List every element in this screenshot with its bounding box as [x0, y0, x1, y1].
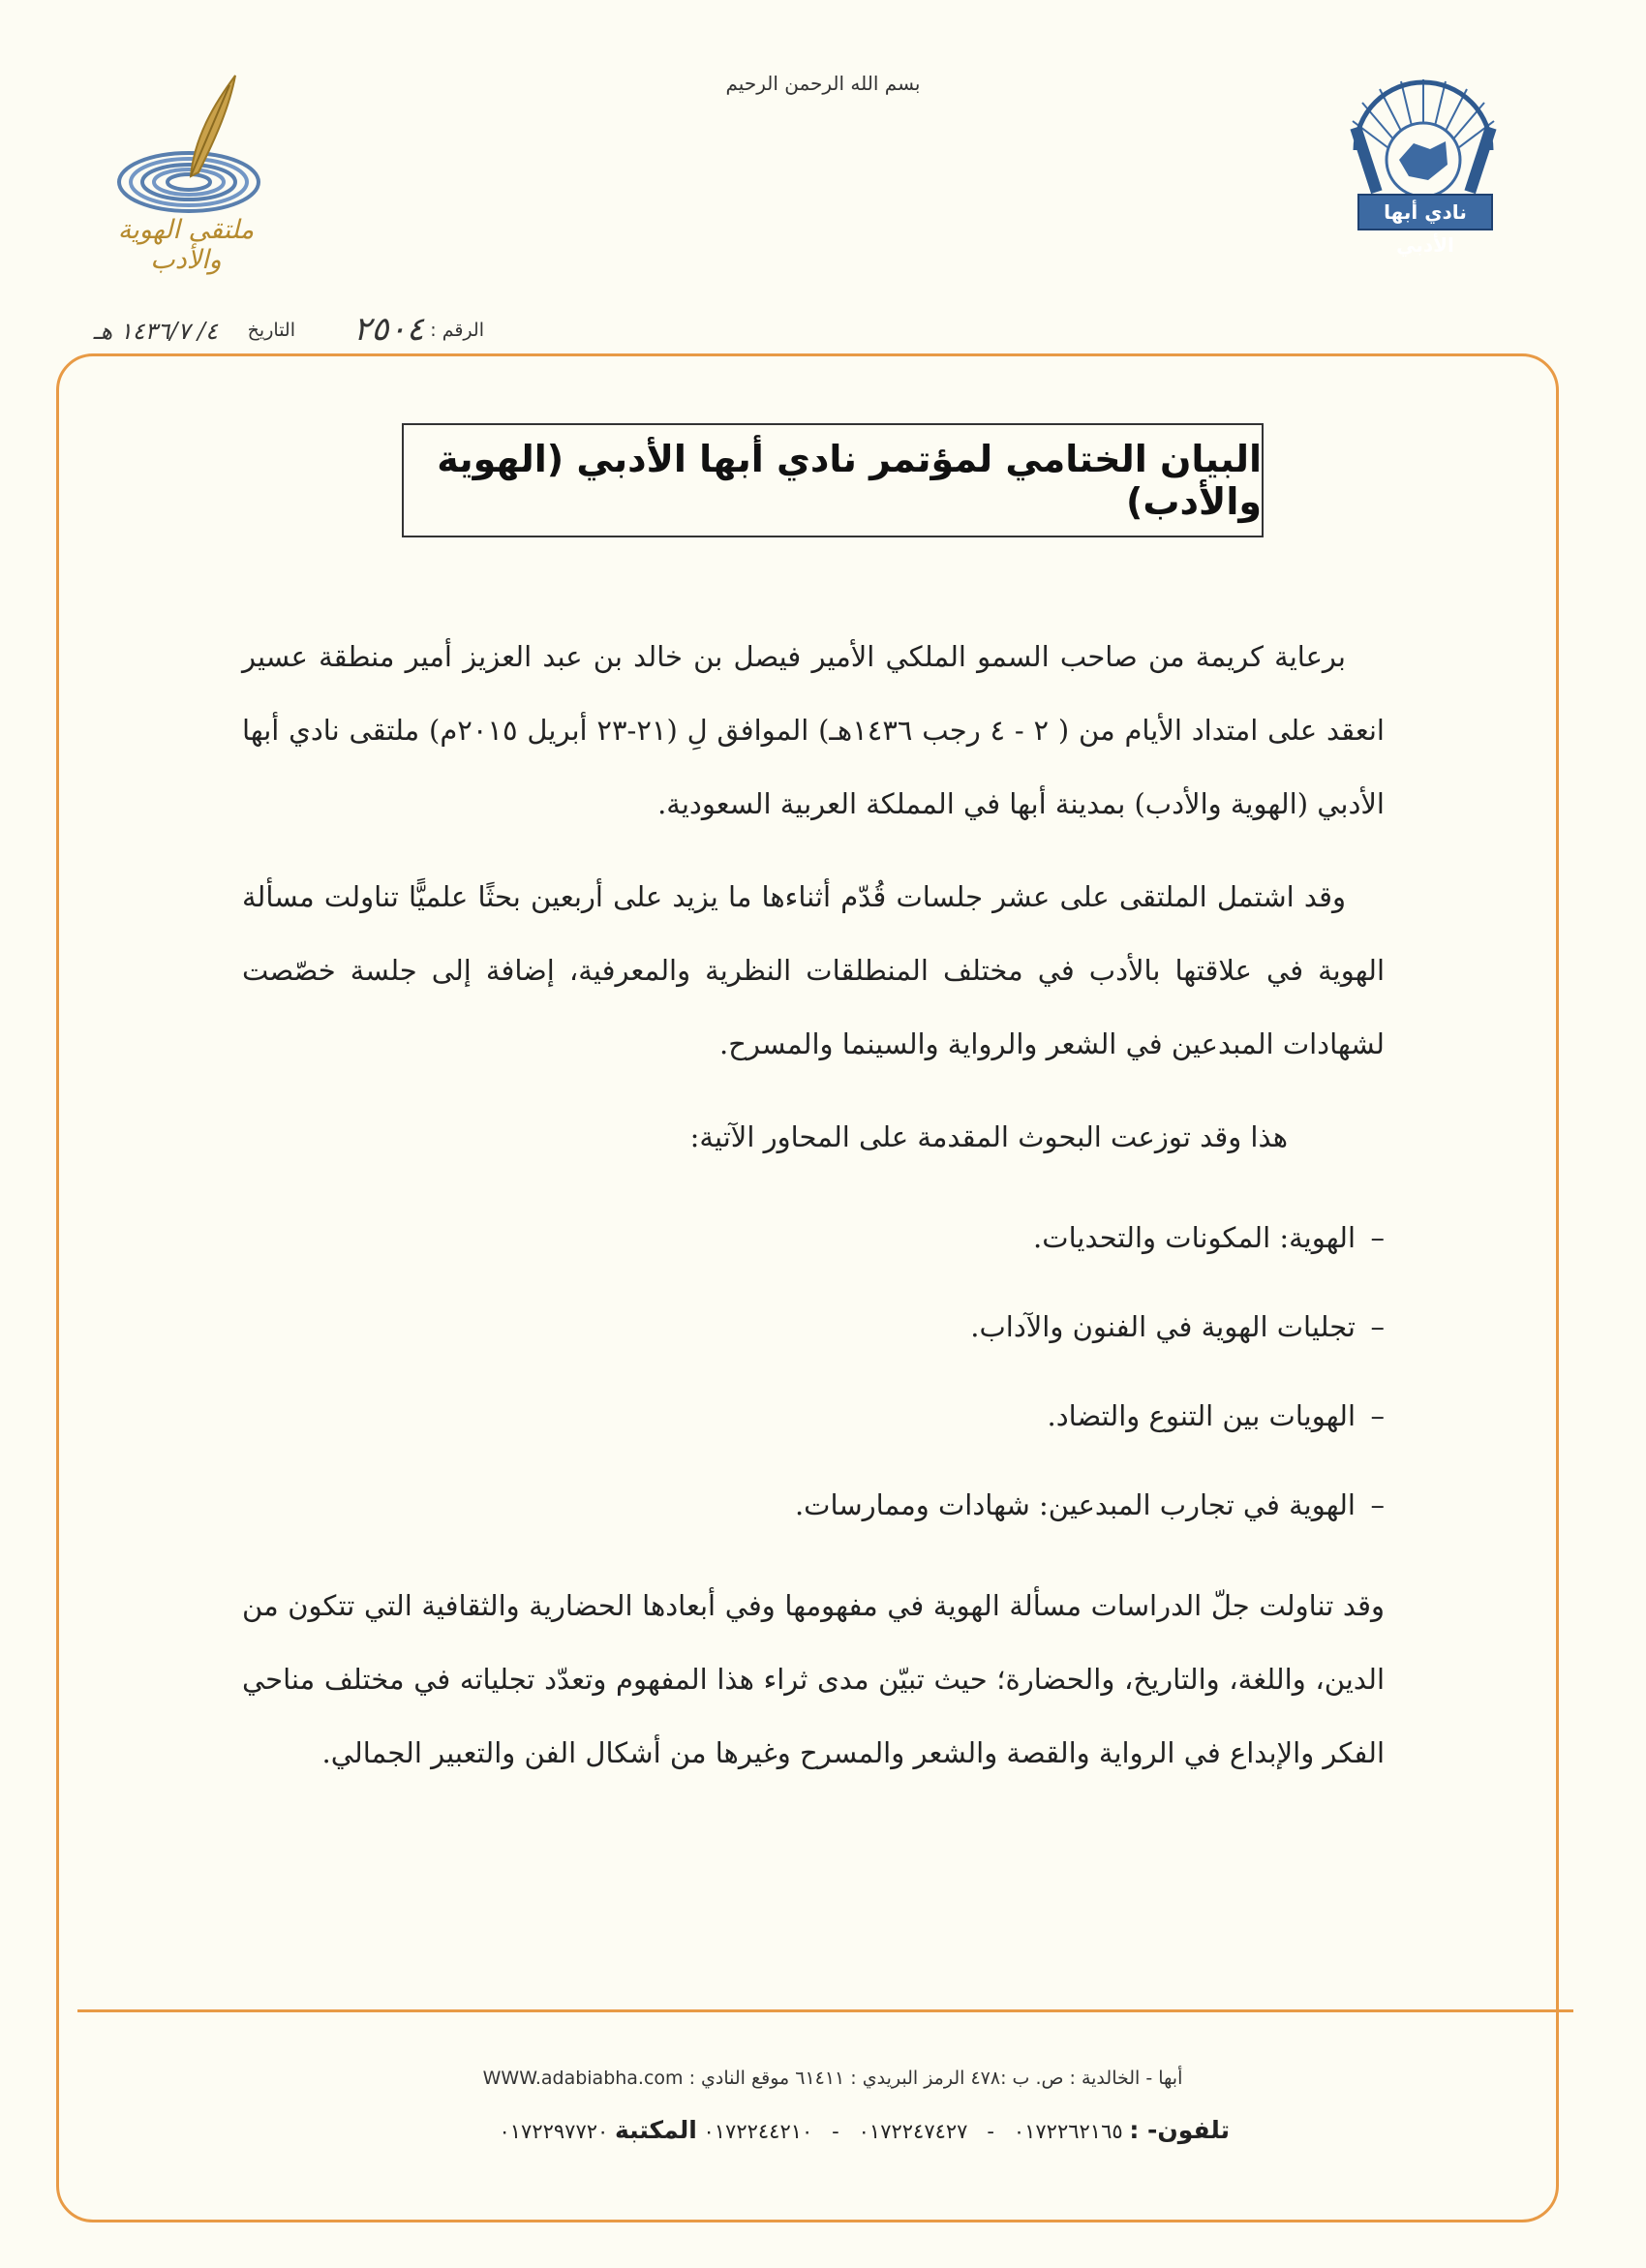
phone-number: ٠١٧٢٢٤٧٤٢٧ — [858, 2120, 968, 2143]
list-item: – الهوية: المكونات والتحديات. — [242, 1193, 1385, 1282]
date-value: ٤/ ١٤٣٦/٧ هـ — [93, 318, 218, 345]
list-item: – تجليات الهوية في الفنون والآداب. — [242, 1282, 1385, 1371]
paragraph-sessions: وقد اشتمل الملتقى على عشر جلسات قُدّم أثناءها ما يزيد على أربعين بحثًا علميًّا تناولت مسألة الهوية في علاقتها بالأدب في مختلف المنطلقات النظرية والمعرفية، إضافة إلى جلسة خصّصت لشهادات المبدعين في الشعر والرواية والسينما والمسرح. — [242, 880, 1385, 1060]
footer-phones — [416, 2116, 1230, 2144]
phone-number: ٠١٧٢٢٩٧٧٢٠ — [499, 2120, 609, 2143]
phone-label: تلفون- : — [1129, 2116, 1230, 2144]
page-title: البيان الختامي لمؤتمر نادي أبها الأدبي (الهوية والأدب) — [437, 438, 1262, 523]
library-label: المكتبة — [614, 2116, 697, 2144]
list-item: – الهوية في تجارب المبدعين: شهادات وممارسات. — [242, 1460, 1385, 1549]
phone-number: ٠١٧٢٢٦٢١٦٥ — [1013, 2120, 1123, 2143]
phone-number: ٠١٧٢٢٤٤٢١٠ — [703, 2120, 813, 2143]
separator: - — [987, 2120, 994, 2143]
ref-label: الرقم : — [430, 320, 484, 341]
paragraph-axes-intro: هذا وقد توزعت البحوث المقدمة على المحاور الآتية: — [689, 1120, 1288, 1153]
forum-logo-caption: ملتقى الهوية والأدب — [117, 215, 255, 275]
club-logo-caption: نادي أبها الأدبي — [1357, 194, 1493, 230]
basmala: بسم الله الرحمن الرحيم — [725, 72, 921, 95]
statement-body — [242, 620, 1385, 1809]
title-box — [402, 423, 1264, 537]
footer-divider — [77, 2009, 1573, 2012]
separator: - — [832, 2120, 839, 2143]
list-item: – الهويات بين التنوع والتضاد. — [242, 1371, 1385, 1460]
ref-number: ٢٥٠٤ — [352, 310, 424, 349]
date-label: التاريخ — [247, 320, 295, 341]
paragraph-intro: برعاية كريمة من صاحب السمو الملكي الأمير فيصل بن خالد بن عبد العزيز أمير منطقة عسير انعقد على امتداد الأيام من ( ٢ - ٤ رجب ١٤٣٦هـ) الموافق لِ (٢١-٢٣ أبريل ٢٠١٥م) ملتقى نادي أبها الأدبي (الهوية والأدب) بمدينة أبها في المملكة العربية السعودية. — [242, 640, 1385, 820]
paragraph-conclusion: وقد تناولت جلّ الدراسات مسألة الهوية في مفهومها وفي أبعادها الحضارية والثقافية التي تتكون من الدين، واللغة، والتاريخ، والحضارة؛ حيث تبيّن مدى ثراء هذا المفهوم وتعدّد تجلياته في مختلف مناحي الفكر والإبداع في الرواية والقصة والشعر والمسرح وغيرها من أشكال الفن والتعبير الجمالي. — [242, 1589, 1385, 1769]
axes-list — [242, 1193, 1385, 1549]
footer-address: أبها - الخالدية : ص. ب :٤٧٨ الرمز البريدي : ٦١٤١١ موقع النادي : WWW.adabiabha.com — [482, 2068, 1183, 2089]
